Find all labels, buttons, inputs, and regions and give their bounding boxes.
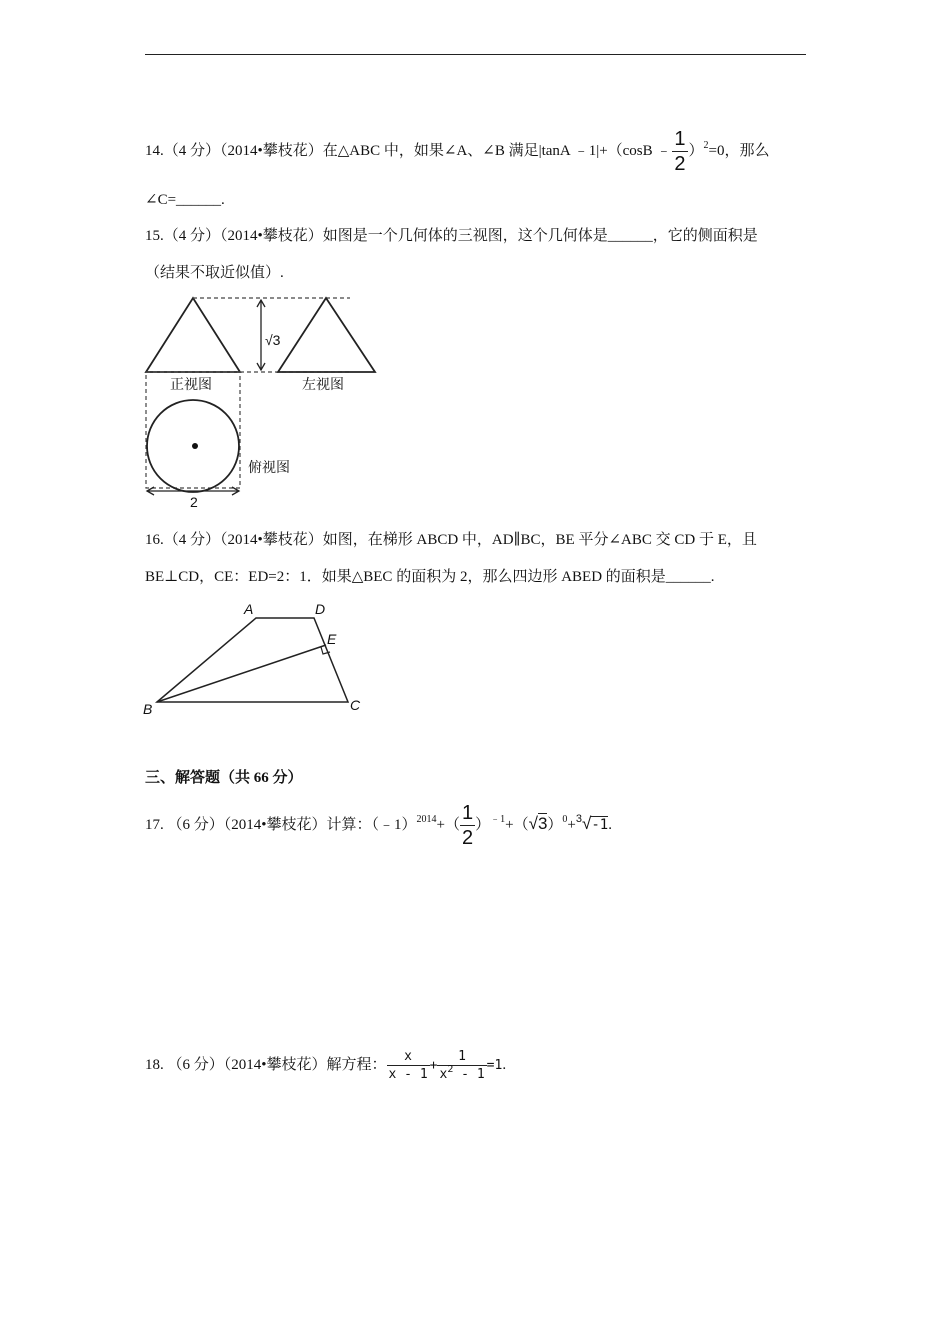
q16-trapezoid-figure	[140, 598, 370, 723]
q17-exp-2014: 2014	[416, 813, 437, 825]
q18-f1-den: x - 1	[388, 1067, 428, 1083]
q17-prefix: 17. （6 分）（2014•攀枝花）计算：（﹣1）	[145, 816, 417, 833]
header-rule	[145, 54, 806, 55]
q14-fraction	[672, 129, 687, 174]
front-view-triangle	[146, 298, 240, 372]
q18-f1-num: x	[404, 1049, 412, 1065]
q18-f2-num: 1	[458, 1049, 466, 1065]
q18-end: .	[502, 1057, 507, 1073]
q16-line-1: 16.（4 分）（2014•攀枝花）如图，在梯形 ABCD 中，AD∥BC，BE 平分∠ABC 交 CD 于 E，且	[145, 532, 757, 548]
q17-cbrt-index: 3	[575, 812, 583, 825]
label-e: E	[327, 631, 337, 647]
q17-frac-den: 2	[461, 827, 474, 849]
top-view-label: 俯视图	[248, 459, 290, 475]
q14-frac-den: 2	[674, 153, 686, 175]
q17-close-1: ）	[475, 816, 491, 833]
q17-cbrt: $^3$√-1	[575, 812, 609, 833]
label-c: C	[350, 697, 361, 713]
q17-plus-1: +（	[436, 816, 460, 833]
q17-exp-neg1: ﹣1	[490, 813, 506, 825]
q17-frac-num: 1	[461, 802, 474, 824]
q14-line-2: ∠C=______.	[145, 192, 225, 208]
q18-f2-den-exp: 2	[447, 1064, 454, 1076]
label-d: D	[315, 601, 326, 617]
q18-fraction-2	[437, 1050, 486, 1081]
height-label: √3	[265, 332, 281, 348]
question-14	[145, 129, 770, 174]
q18-f2-den-base: x	[439, 1067, 448, 1083]
q14-frac-num: 1	[674, 128, 686, 150]
q18-plus: +	[429, 1058, 438, 1073]
q17-exp-0: 0	[562, 813, 568, 825]
q15-three-view-figure	[138, 292, 388, 512]
q18-prefix: 18. （6 分）（2014•攀枝花）解方程：	[145, 1057, 387, 1073]
q15-line-2: （结果不取近似值）.	[145, 265, 284, 281]
front-view-label: 正视图	[170, 376, 212, 392]
q17-plus-3: +	[567, 816, 576, 833]
q17-close-2: ）	[547, 816, 563, 833]
question-18	[145, 1043, 506, 1088]
circle-center-dot	[192, 443, 198, 449]
q18-equals: =1	[486, 1058, 503, 1073]
q14-exponent: 2	[703, 139, 709, 151]
q17-sqrt: √3	[528, 813, 548, 833]
label-a: A	[244, 601, 254, 617]
q17-plus-2: +（	[505, 816, 529, 833]
q18-fraction-1	[387, 1050, 430, 1081]
q14-close: ）	[688, 142, 704, 159]
width-label: 2	[190, 494, 198, 510]
left-view-triangle	[278, 298, 375, 372]
q17-end: .	[608, 816, 612, 833]
trapezoid-abcd	[157, 618, 348, 702]
q17-cbrt-arg: -1	[591, 816, 609, 833]
label-b: B	[143, 701, 153, 717]
q14-text-1: 14.（4 分）（2014•攀枝花）在△ABC 中，如果∠A、∠B 满足|tanA ﹣1|+（cosB ﹣	[145, 142, 672, 159]
q18-f2-den-rest: - 1	[453, 1067, 485, 1083]
q16-line-2: BE⊥CD，CE：ED=2：1．如果△BEC 的面积为 2，那么四边形 ABED 的面积是______.	[145, 569, 715, 585]
q17-sqrt-arg: 3	[537, 813, 548, 833]
q18-f2-den	[437, 1065, 486, 1081]
q14-text-2: =0，那么	[708, 142, 770, 159]
q15-line-1: 15.（4 分）（2014•攀枝花）如图是一个几何体的三视图，这个几何体是______，它的侧面积是	[145, 228, 758, 244]
q17-fraction	[460, 803, 475, 848]
question-17	[145, 803, 612, 848]
section-3-heading: 三、解答题（共 66 分）	[145, 770, 303, 786]
segment-be	[157, 645, 326, 702]
left-view-label: 左视图	[302, 376, 344, 392]
